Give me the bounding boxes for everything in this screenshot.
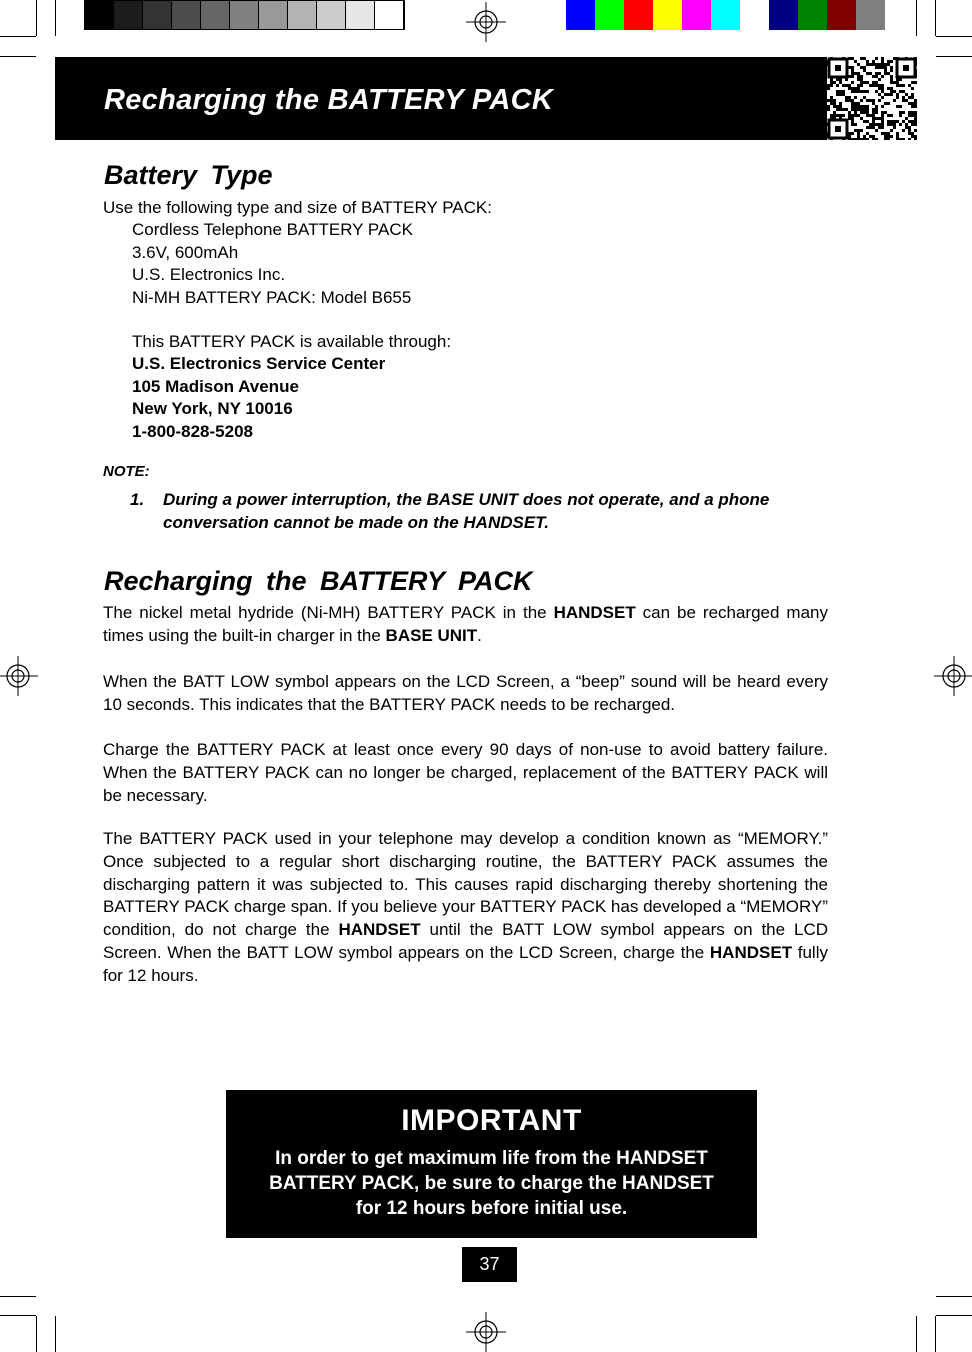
important-line: In order to get maximum life from the HANDSET <box>275 1148 708 1169</box>
spec-line: U.S. Electronics Inc. <box>132 265 286 284</box>
grayscale-swatch <box>85 1 114 29</box>
recharging-paragraph-2: When the BATT LOW symbol appears on the LCD Screen, a “beep” sound will be heard every 10 seconds. This indicates that the BATTERY PACK needs to be recharged. <box>103 672 828 714</box>
battery-spec-list <box>132 219 413 309</box>
battery-type-intro: Use the following type and size of BATTERY PACK: <box>103 198 492 217</box>
paragraph-text: The nickel metal hydride (Ni-MH) BATTERY PACK in the <box>103 603 554 622</box>
important-line: for 12 hours before initial use. <box>355 1198 628 1219</box>
grayscale-swatch <box>375 1 404 29</box>
address-line: New York, NY 10016 <box>132 399 293 418</box>
paragraph-text: fully for 12 hours. <box>103 942 828 985</box>
color-swatch <box>798 0 827 30</box>
spec-line: Ni-MH BATTERY PACK: Model B655 <box>132 287 412 307</box>
paragraph-text: can be recharged many times using the built-in charger in the <box>103 603 828 645</box>
registration-mark-top-icon <box>466 2 506 42</box>
color-swatch <box>769 0 798 30</box>
grayscale-swatch <box>143 1 172 29</box>
grayscale-swatch <box>230 1 259 29</box>
grayscale-swatch <box>201 1 230 29</box>
registration-mark-bottom-icon <box>466 1312 506 1352</box>
grayscale-swatch <box>288 1 317 29</box>
address-line: 105 Madison Avenue <box>132 376 299 396</box>
color-swatch <box>595 0 624 30</box>
recharging-paragraph-3: Charge the BATTERY PACK at least once every 90 days of non-use to avoid battery failure. When the BATTERY PACK can no longer be charged, replacement of the BATTERY PACK will be necessary. <box>103 740 828 805</box>
registration-mark-right-icon <box>934 656 972 696</box>
grayscale-swatch <box>172 1 201 29</box>
recharging-heading: Recharging the BATTERY PACK <box>104 566 533 596</box>
color-swatch <box>682 0 711 30</box>
availability-text: This BATTERY PACK is available through: <box>132 332 452 351</box>
address-line: 1-800-828-5208 <box>132 421 253 441</box>
paragraph-text: . <box>477 625 482 645</box>
important-text <box>226 1146 757 1221</box>
spec-line: 3.6V, 600mAh <box>132 242 239 262</box>
color-swatch <box>856 0 885 30</box>
color-swatch <box>566 0 595 30</box>
grayscale-swatch <box>317 1 346 29</box>
grayscale-swatch <box>346 1 375 29</box>
color-calibration-bar <box>566 0 885 30</box>
spec-line: Cordless Telephone BATTERY PACK <box>132 220 413 239</box>
battery-type-heading: Battery Type <box>104 160 273 190</box>
service-center-address <box>132 353 385 443</box>
paragraph-text: The BATTERY PACK used in your telephone may develop a condition known as “MEMORY.” Once subjected to a regular short discharging routine, the BATTERY PACK assumes the discharging pattern it was subjected to. This causes rapid discharging thereby shortening the BATTERY PACK charge span. If you believe your BATTERY PACK has developed a “MEMORY” condition, do not charge the <box>103 829 828 940</box>
handset-emphasis: HANDSET <box>338 920 421 940</box>
handset-emphasis: HANDSET <box>709 942 793 962</box>
recharging-paragraph-4 <box>103 828 828 988</box>
color-swatch <box>740 0 769 30</box>
color-swatch <box>711 0 740 30</box>
important-title: IMPORTANT <box>401 1104 582 1137</box>
note-item-number: 1. <box>130 490 145 509</box>
address-line: U.S. Electronics Service Center <box>132 354 386 373</box>
registration-mark-left-icon <box>0 656 38 696</box>
important-line: BATTERY PACK, be sure to charge the HANDSET <box>269 1173 714 1194</box>
note-label: NOTE: <box>103 463 150 480</box>
page-number: 37 <box>462 1247 517 1282</box>
qr-code-icon <box>827 57 917 140</box>
handset-emphasis: HANDSET <box>553 603 636 622</box>
page-title: Recharging the BATTERY PACK <box>104 84 554 116</box>
color-swatch <box>653 0 682 30</box>
color-swatch <box>827 0 856 30</box>
grayscale-swatch <box>259 1 288 29</box>
paragraph-text: until the BATT LOW symbol appears on the LCD Screen. When the BATT LOW symbol appears on the LCD Screen, charge the <box>103 920 829 962</box>
important-callout <box>226 1090 757 1238</box>
note-item-text: During a power interruption, the BASE UNIT does not operate, and a phone conversation cannot be made on the HANDSET. <box>163 490 770 532</box>
color-swatch <box>624 0 653 30</box>
grayscale-swatch <box>114 1 143 29</box>
recharging-paragraph-1 <box>103 602 828 648</box>
base-unit-emphasis: BASE UNIT <box>385 625 478 645</box>
grayscale-calibration-bar <box>84 0 405 30</box>
